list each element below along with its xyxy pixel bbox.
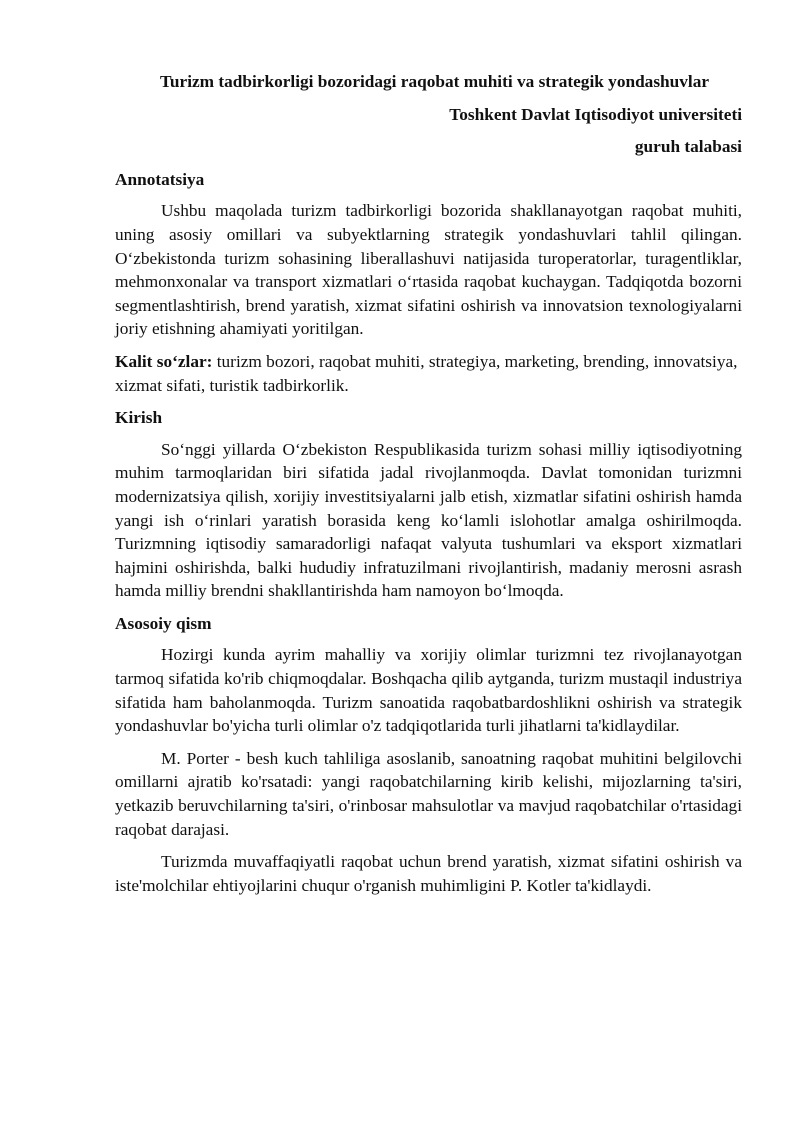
affiliation: Toshkent Davlat Iqtisodiyot universiteti bbox=[449, 104, 742, 124]
author-role: guruh talabasi bbox=[634, 137, 742, 157]
keywords-label: Kalit so‘zlar: bbox=[115, 351, 213, 371]
main-paragraph-1: Hozirgi kunda ayrim mahalliy va xorijiy olimlar turizmni tez rivojlanayotgan tarmoq sifatida ko'rib chiqmoqdalar. Boshqacha qilib aytganda, turizm mustaqil industriya sifatida ham baholanmoqda. Turizm sanoatida raqobatbardoshlikni oshirish va strategik yondashuvlar bo'yicha turli olimlar o'z tadqiqotlarida turli jihatlarni ta'kidlaydilar. bbox=[115, 645, 742, 736]
main-paragraph-2: M. Porter - besh kuch tahliliga asoslanib, sanoatning raqobat muhitini belgilovchi omillarni ajratib ko'rsatadi: yangi raqobatchilarning kirib kelishi, mijozlarning ta'siri, yetkazib beruvchilarning ta'siri, o'rinbosar mahsulotlar va mavjud raqobatchilar o'rtasidagi raqobat darajasi. bbox=[115, 748, 742, 839]
introduction-heading: Kirish bbox=[115, 408, 163, 428]
introduction-paragraph: So‘nggi yillarda O‘zbekiston Respublikasida turizm sohasi milliy iqtisodiyotning muhim tarmoqlaridan biri sifatida jadal rivojlanmoqda. Davlat tomonidan turizmni modernizatsiya qilish, xorijiy investitsiyalarni jalb etish, xizmatlar sifatini oshirish hamda yangi ish o‘rinlari yaratish borasida keng ko‘lamli islohotlar amalga oshirilmoqda. Turizmning iqtisodiy samaradorligi nafaqat valyuta tushumlari va eksport xizmatlari hajmini oshirishda, balki hududiy infratuzilmani rivojlantirish, madaniy merosni asrash hamda milliy brendni shakllantirishda ham namoyon bo‘lmoqda. bbox=[115, 439, 742, 601]
main-paragraph-3: Turizmda muvaffaqiyatli raqobat uchun brend yaratish, xizmat sifatini oshirish va iste'molchilar ehtiyojlarini chuqur o'rganish muhimligini P. Kotler ta'kidlaydi. bbox=[115, 852, 742, 895]
keywords-text: turizm bozori, raqobat muhiti, strategiya, marketing, brending, innovatsiya, xizmat sifati, turistik tadbirkorlik. bbox=[115, 351, 738, 395]
keywords bbox=[115, 350, 742, 397]
document-page bbox=[115, 70, 742, 906]
annotation-heading: Annotatsiya bbox=[115, 169, 205, 189]
main-part-heading: Asosoiy qism bbox=[115, 613, 212, 633]
paper-title: Turizm tadbirkorligi bozoridagi raqobat muhiti va strategik yondashuvlar bbox=[159, 72, 710, 91]
annotation-paragraph: Ushbu maqolada turizm tadbirkorligi bozorida shakllanayotgan raqobat muhiti, uning asosiy omillari va subyektlarning strategik yondashuvlari tahlil qilingan. O‘zbekistonda turizm sohasining liberallashuvi natijasida turoperatorlar, turagentliklar, mehmonxonalar va transport xizmatlari o‘rtasida raqobat kuchaygan. Tadqiqotda bozorni segmentlashtirish, brend yaratish, xizmat sifatini oshirish va innovatsion texnologiyalarni joriy etishning ahamiyati yoritilgan. bbox=[115, 201, 742, 339]
